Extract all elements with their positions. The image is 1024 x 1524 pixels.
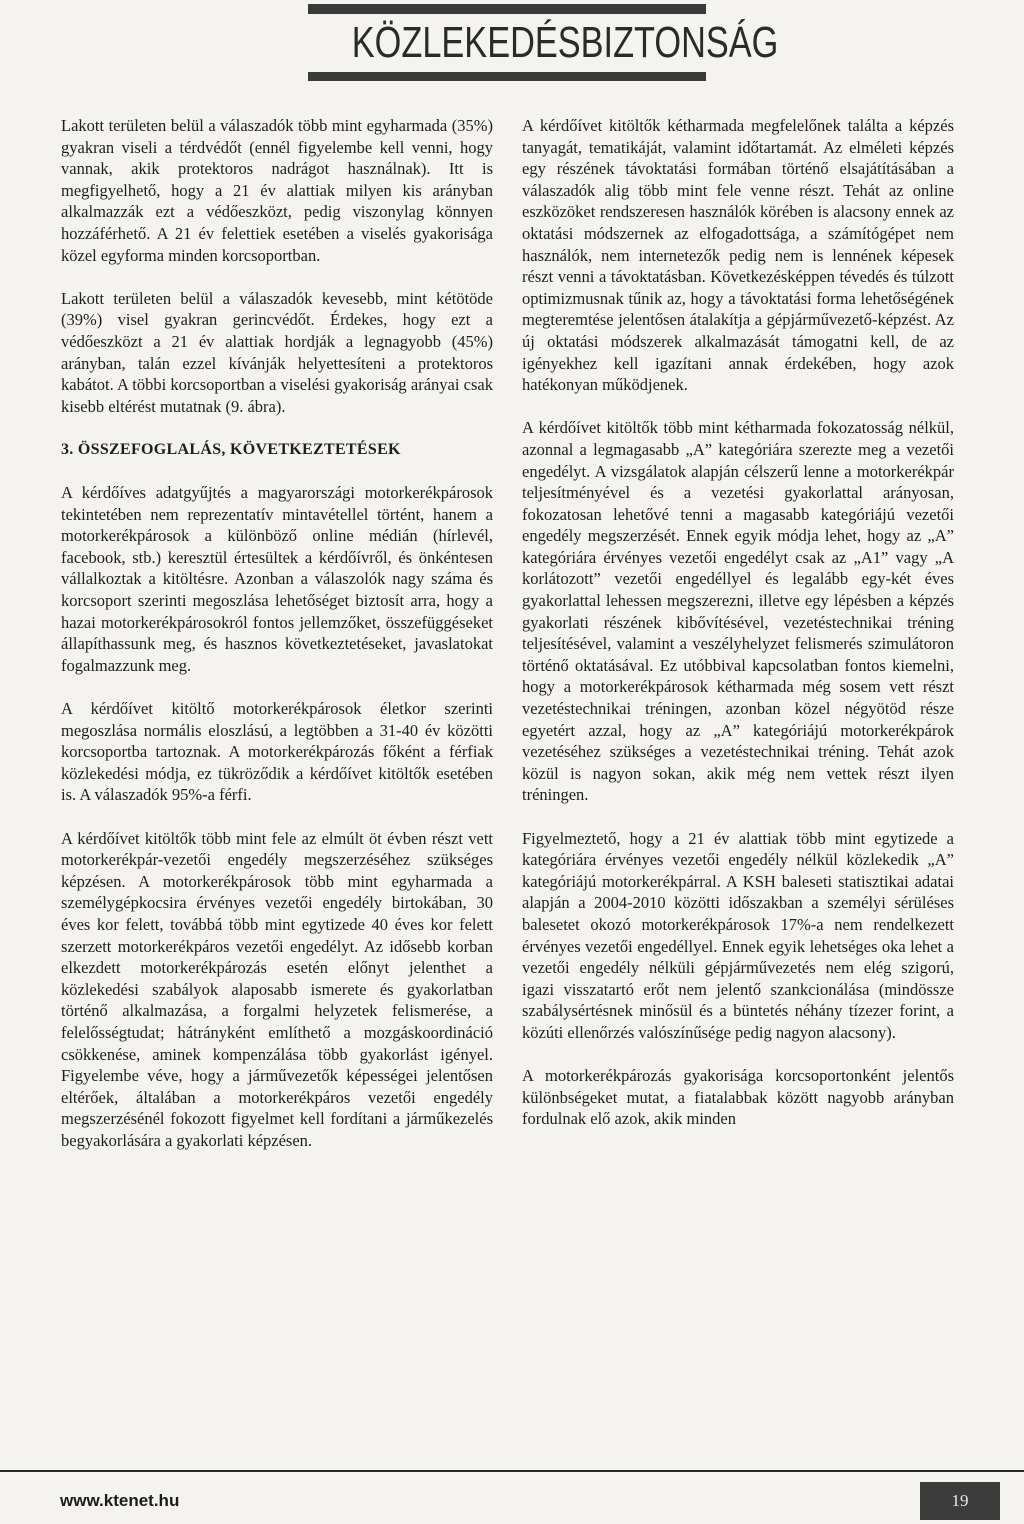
- header-bar-bottom: [308, 72, 706, 81]
- paragraph: A kérdőívet kitöltő motorkerékpárosok életkor szerinti megoszlása normális eloszlású, a legtöbben a 31-40 év közötti korcsoportba tartoznak. A motorkerékpározás főként a férfiak közlekedési módja, ez tükröződik a kérdőívet kitöltők esetében is. A válaszadók 95%-a férfi.: [61, 699, 493, 805]
- section-heading: 3. ÖSSZEFOGLALÁS, KÖVETKEZTETÉSEK: [61, 440, 401, 458]
- paragraph: A kérdőívet kitöltők több mint kétharmada fokozatosság nélkül, azonnal a legmagasabb „A” kategóriára szerezte meg a vezetői engedélyt. A vizsgálatok alapján célszerű lenne a motorkerékpár teljesítményével és a vezetési gyakorlattal arányosan, fokozatosan lehetővé tenni a magasabb kategóriájú vezetői engedély megszerzését. Ennek egyik módja lehet, hogy az „A” kategóriára érvényes vezetői engedélyt csak az „A1” vagy „A korlátozott” vezetői engedéllyel és legalább egy-két éves gyakorlattal lehessen megszerezni, illetve egy lépésben a képzés gyakorlati részének kibővítésével, vezetéstechnikai tréning teljesítésével, valamint a veszélyhelyzet felismerés szimulátoron történő oktatásával. Ez utóbbival kapcsolatban fontos kiemelni, hogy a motorkerékpárosok kétharmada még sosem vett részt vezetéstechnikai tréningen, azonban közel négyötöd része egyetért azzal, hogy az „A” kategóriájú motorkerékpárok vezetéséhez szükséges a vezetéstechnikai tréning. Tehát azok közül is nagyon sokan, akik még nem vettek részt ilyen tréningen.: [522, 418, 954, 805]
- paragraph: A kérdőívet kitöltők több mint fele az elmúlt öt évben részt vett motorkerékpár-vezetői engedély megszerzéséhez szükséges képzésen. A motorkerékpárosok több mint egyharmada a személygépkocsira érvényes vezetői engedély birtokában, 30 éves kor felett, továbbá több mint egytizede 40 éves kor felett szerzett motorkerékpáros vezetői engedélyt. Az idősebb korban elkezdett motorkerékpározás esetén előnyt jelenthet a közlekedési szabályok alaposabb ismerete és gyakorlatban történő alkalmazása, a forgalmi helyzetek felismerése, a felelősségtudat; hátrányként említhető a mozgáskoordináció csökkenése, aminek kompenzálása több gyakorlást igényel. Figyelembe véve, hogy a járművezetők képességei jelentősen eltérőek, általában a motorkerékpáros vezetői engedély megszerzésénél fokozott figyelmet kell fordítani a járműkezelés begyakorlására a gyakorlati képzésen.: [61, 828, 493, 1150]
- footer-website-link[interactable]: www.ktenet.hu: [60, 1491, 180, 1510]
- page-number: 19: [920, 1482, 1000, 1520]
- header-bar-top: [308, 4, 706, 14]
- section-title: KÖZLEKEDÉSBIZTONSÁG: [351, 18, 779, 67]
- paragraph: Lakott területen belül a válaszadók több mint egyharmada (35%) gyakran viseli a térdvédőt (ennél figyelembe kell venni, hogy vannak, akik protektoros nadrágot használnak). Itt is megfigyelhető, hogy a 21 év alattiak milyen kis arányban alkalmazzák ezt a védőeszközt, pedig viszonylag könnyen hozzáférhető. A 21 év felettiek esetében a viselés gyakorisága közel egyforma minden korcsoportban.: [61, 116, 493, 265]
- footer-rule: [0, 1470, 1024, 1472]
- paragraph: A kérdőívet kitöltők kétharmada megfelelőnek találta a képzés tanyagát, tematikáját, valamint időtartamát. Az elméleti képzés egy részének távoktatási formában történő elsajátításában a válaszadók alig több mint fele venne részt. Tehát az online eszközöket rendszeresen használók körében is alacsony ennek az oktatási módszernek az elfogadottsága, a számítógépet nem használók, nem internetezők pedig nem is lennének képesek részt venni a távoktatásban. Következésképpen tévedés és túlzott optimizmusnak tűnik az, hogy a távoktatási forma lehetőségének megteremtése jelentősen átalakítja a gépjárművezető-képzést. Az új oktatási módszerek alkalmazását támogatni kell, de az igényekhez kell igazítani annak érdekében, hogy azok hatékonyan működjenek.: [522, 116, 954, 395]
- paragraph: Lakott területen belül a válaszadók kevesebb, mint kétötöde (39%) visel gyakran gerincvédőt. Érdekes, hogy ezt a védőeszközt a 21 év alattiak hordják a legnagyobb (45%) arányban, talán ezzel kívánják helyettesíteni a protektoros kabátot. A többi korcsoportban a viselési gyakoriság arányai csak kisebb eltérést mutatnak (9. ábra).: [61, 288, 493, 416]
- right-column: [522, 115, 954, 1152]
- paragraph: A kérdőíves adatgyűjtés a magyarországi motorkerékpárosok tekintetében nem reprezentatív mintavétellel történt, hanem a motorkerékpárosok a különböző online médián (hírlevél, facebook, stb.) keresztül értesültek a kérdőívről, és önkéntesen vállalkoztak a kitöltésre. Azonban a válaszolók nagy száma és korcsoport szerinti megoszlása lehetőséget biztosít arra, hogy a hazai motorkerékpárosokról fontos jellemzőket, összefüggéseket állapíthassunk meg, és hasznos következtetéseket, javaslatokat fogalmazzunk meg.: [61, 483, 493, 675]
- paragraph: Figyelmeztető, hogy a 21 év alattiak több mint egytizede a kategóriára érvényes vezetői engedély nélkül közlekedik „A” kategóriájú motorkerékpárral. A KSH baleseti statisztikai adatai alapján a 2004-2010 közötti időszakban a személyi sérüléses balesetet okozó motorkerékpárosok 17%-a nem rendelkezett érvényes vezetői engedéllyel. Ennek egyik lehetséges oka lehet a vezetői engedély nélküli gépjárművezetés nem elég szigorú, igazi visszatartó erőt nem jelentő szankcionálása (mindössze szabálysértésnek minősül és a büntetés néhány tízezer forint, a közúti ellenőrzés valószínűsége pedig nagyon alacsony).: [522, 828, 954, 1042]
- left-column: [61, 115, 493, 1173]
- paragraph: A motorkerékpározás gyakorisága korcsoportonként jelentős különbségeket mutat, a fiatalabbak között nagyobb arányban fordulnak elő azok, akik minden: [522, 1066, 954, 1129]
